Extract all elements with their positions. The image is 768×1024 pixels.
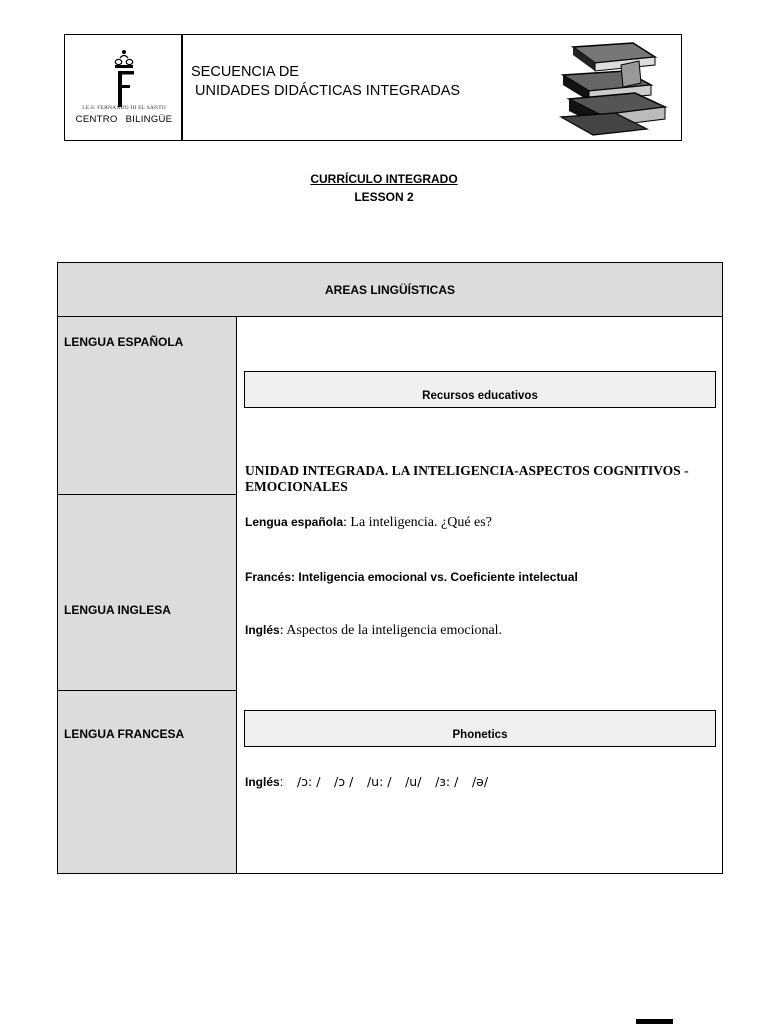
resources-box: Recursos educativos (244, 371, 716, 408)
phonetics-line: Inglés: /ɔ: / /ɔ / /u: / /u/ /ɜ: / /ə/ (245, 774, 489, 789)
phonetic-symbol: /ɔ / (334, 774, 354, 789)
page-marker (636, 1019, 673, 1024)
books-icon (555, 41, 675, 139)
item-french: Francés: Inteligencia emocional vs. Coeficiente intelectual (245, 570, 578, 584)
item-english: Inglés: Aspectos de la inteligencia emocional. (245, 623, 503, 638)
header-box (64, 34, 682, 141)
logo-subtitle: CENTRO BILINGÜE (75, 114, 173, 125)
row-divider (58, 494, 237, 495)
phonetic-symbol: /ɔ: / (296, 774, 321, 789)
row-label-english: LENGUA INGLESA (64, 603, 171, 617)
table-header: AREAS LINGÜÍSTICAS (58, 263, 722, 317)
areas-column (58, 317, 237, 873)
document-title: CURRÍCULO INTEGRADO (310, 172, 458, 186)
header-title: SECUENCIA DE UNIDADES DIDÁCTICAS INTEGRADAS (191, 64, 461, 99)
phonetic-symbol: /u: / (366, 774, 392, 789)
phonetic-symbol: /ɜ: / (435, 774, 459, 789)
crown-f-logo-icon (109, 49, 139, 109)
phonetic-symbol: /ə/ (471, 774, 489, 789)
row-divider (58, 690, 237, 691)
row-label-french: LENGUA FRANCESA (64, 727, 185, 741)
document-subtitle: LESSON 2 (354, 190, 414, 204)
content-column (238, 317, 722, 873)
areas-table (57, 262, 723, 874)
phonetics-box: Phonetics (244, 710, 716, 747)
phonetic-symbol: /u/ (405, 774, 422, 789)
school-logo (65, 35, 183, 141)
unit-title: UNIDAD INTEGRADA. LA INTELIGENCIA-ASPECTOS COGNITIVOS -EMOCIONALES (245, 463, 689, 494)
row-label-spanish: LENGUA ESPAÑOLA (64, 335, 184, 349)
item-spanish: Lengua española: La inteligencia. ¿Qué es? (245, 515, 492, 530)
logo-school-name: I.E.S. FERNANDO III EL SANTO (82, 105, 166, 111)
